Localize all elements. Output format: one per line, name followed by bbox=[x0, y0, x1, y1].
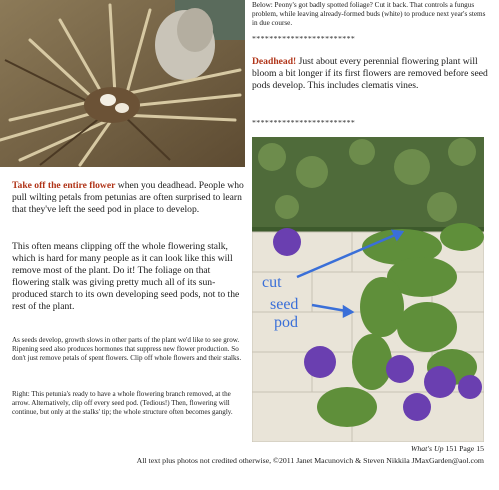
peony-caption: Below: Peony's got badly spotted foliage? Cut it back. That controls a fungus problem, while leaving already-formed buds (white) to produce next year's stems in due course. bbox=[252, 1, 486, 28]
deadhead-heading: Deadhead! bbox=[252, 56, 297, 67]
photo-label-cut: cut bbox=[262, 274, 282, 291]
page-number bbox=[0, 444, 484, 453]
deadhead-paragraph bbox=[252, 56, 488, 92]
flowering-stalk-paragraph: This often means clipping off the whole flowering stalk, which is hard for many people as it can look like this will remove most of the plant. Do it! The foliage on that flowering stalk was giving pretty much all of its sun-produced starch to its own developing seed pods, not to the rest of the plant. bbox=[12, 241, 240, 312]
take-off-text: when you deadhead. People who pull wilting petals from petunias are often surprised to learn that they've left the seed pod in place to develop. bbox=[12, 180, 244, 215]
petunia-photo bbox=[252, 137, 484, 442]
photo-label-pod: pod bbox=[274, 314, 298, 331]
separator: ************************ bbox=[252, 34, 356, 43]
deadhead-text: Just about every perennial flowering plant will bloom a bit longer if its first flowers are removed before seed pods develop. This includes clematis vines. bbox=[252, 56, 488, 91]
peony-roots-photo bbox=[0, 0, 245, 167]
take-off-paragraph bbox=[12, 180, 244, 216]
issue-page: 151 Page 15 bbox=[443, 444, 484, 453]
issue-title: What's Up bbox=[410, 444, 444, 453]
petunia-caption: Right: This petunia's ready to have a whole flowering branch removed, at the arrow. Alternatively, clip off every seed pod. (Tedious!) Then, flowering will continue, but only at the stalks' tip; the whole structure often becomes gangly. bbox=[12, 390, 233, 417]
seeds-paragraph: As seeds develop, growth slows in other parts of the plant we'd like to see grow. Ripening seed also produces hormones that suppress new flower production. So don't just remove petals of spent flowers. Clip off whole flowers and their stalks. bbox=[12, 336, 242, 363]
take-off-heading: Take off the entire flower bbox=[12, 180, 116, 191]
credit-line: All text plus photos not credited otherwise, ©2011 Janet Macunovich & Steven Nikkila JMaxGarden@aol.com bbox=[136, 456, 484, 465]
photo-label-seed: seed bbox=[270, 296, 299, 313]
separator: ************************ bbox=[252, 118, 356, 127]
